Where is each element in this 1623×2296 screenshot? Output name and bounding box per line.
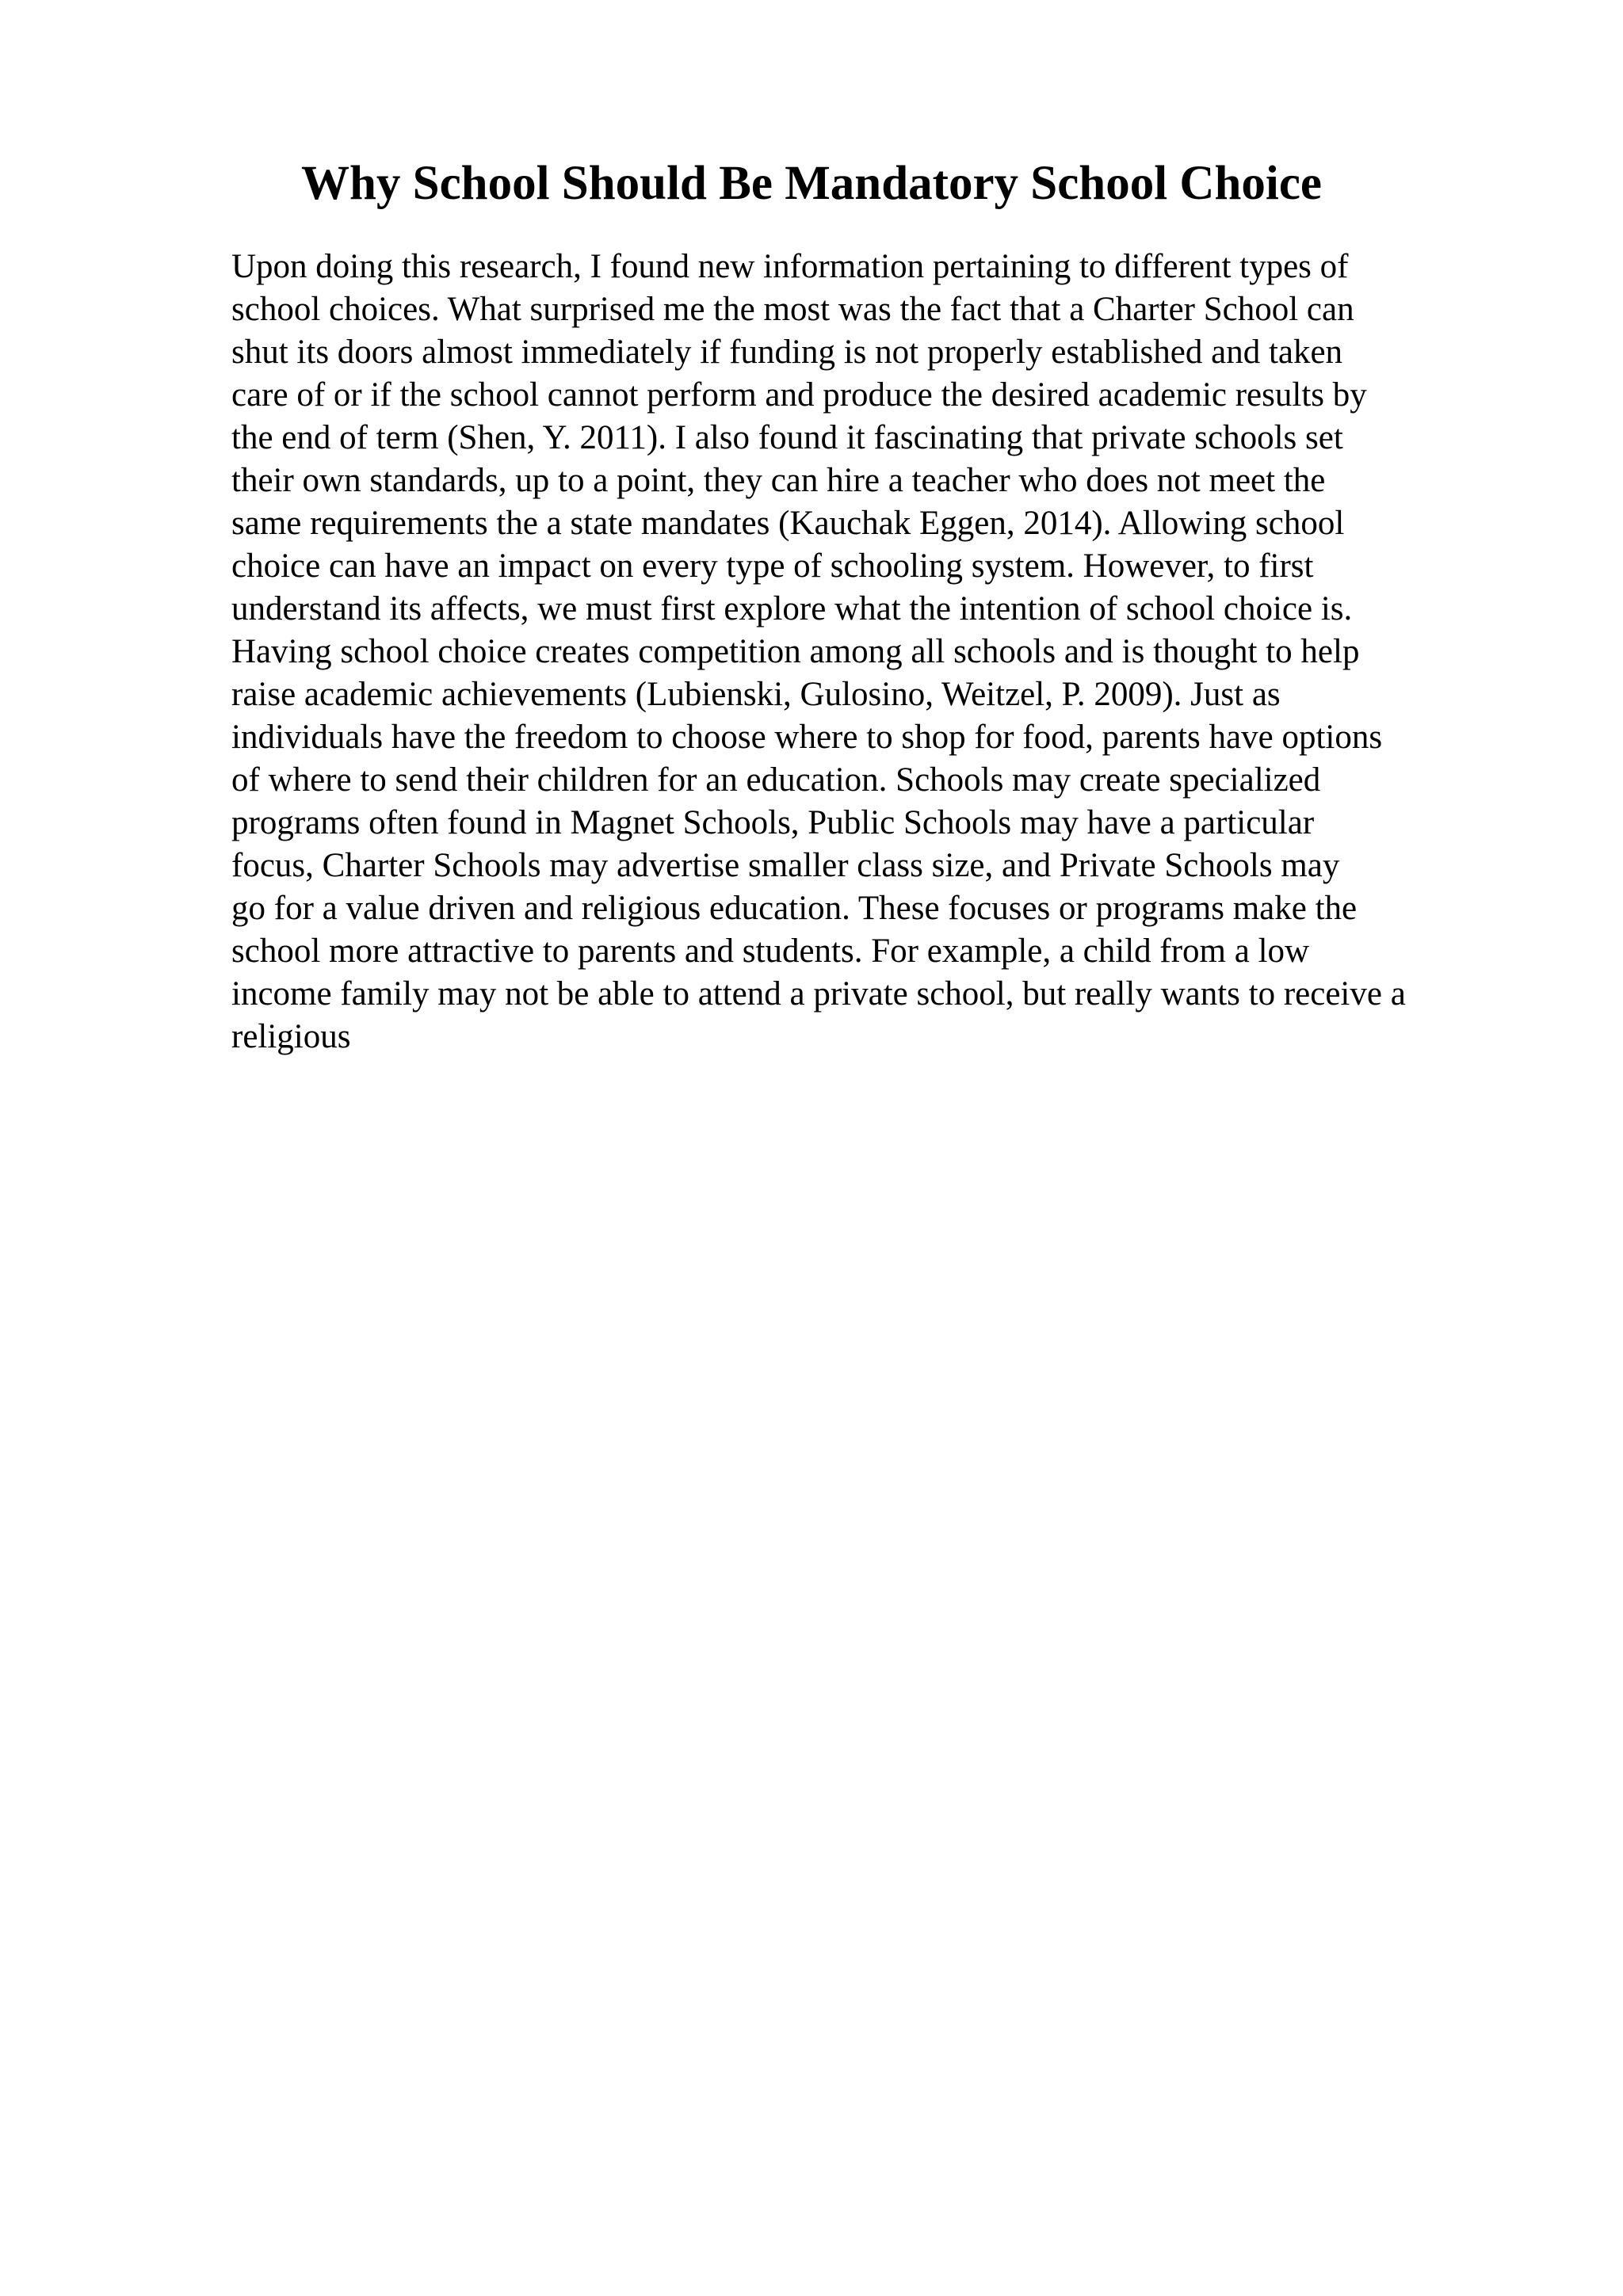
body-line: programs often found in Magnet Schools, Public Schools may have a particular xyxy=(231,804,1315,841)
body-line: same requirements the a state mandates (Kauchak Eggen, 2014). Allowing school xyxy=(231,505,1345,542)
body-line: go for a value driven and religious education. These focuses or programs make the xyxy=(231,890,1358,927)
body-line: raise academic achievements (Lubienski, Gulosino, Weitzel, P. 2009). Just as xyxy=(231,676,1281,713)
body-line: focus, Charter Schools may advertise smaller class size, and Private Schools may xyxy=(231,847,1340,884)
body-line: shut its doors almost immediately if funding is not properly established and taken xyxy=(231,334,1343,371)
body-line: income family may not be able to attend a private school, but really wants to receive a xyxy=(231,975,1406,1013)
body-line: of where to send their children for an education. Schools may create specialized xyxy=(231,761,1321,799)
body-line: choice can have an impact on every type of schooling system. However, to first xyxy=(231,547,1314,585)
body-line: Upon doing this research, I found new information pertaining to different types of xyxy=(231,248,1349,285)
body-line: Having school choice creates competition among all schools and is thought to help xyxy=(231,633,1360,670)
body-line: their own standards, up to a point, they can hire a teacher who does not meet the xyxy=(231,462,1326,499)
body-line: school more attractive to parents and students. For example, a child from a low xyxy=(231,933,1310,970)
body-line: school choices. What surprised me the most was the fact that a Charter School can xyxy=(231,291,1354,328)
body-line: religious xyxy=(231,1018,351,1055)
document-title: Why School Should Be Mandatory School Choice xyxy=(301,157,1322,210)
body-line: individuals have the freedom to choose where to shop for food, parents have options xyxy=(231,719,1383,756)
body-line: care of or if the school cannot perform and produce the desired academic results by xyxy=(231,376,1367,414)
body-line: understand its affects, we must first explore what the intention of school choice is. xyxy=(231,590,1353,627)
body-line: the end of term (Shen, Y. 2011). I also found it fascinating that private schools set xyxy=(231,419,1343,456)
document-body xyxy=(231,246,1594,1058)
